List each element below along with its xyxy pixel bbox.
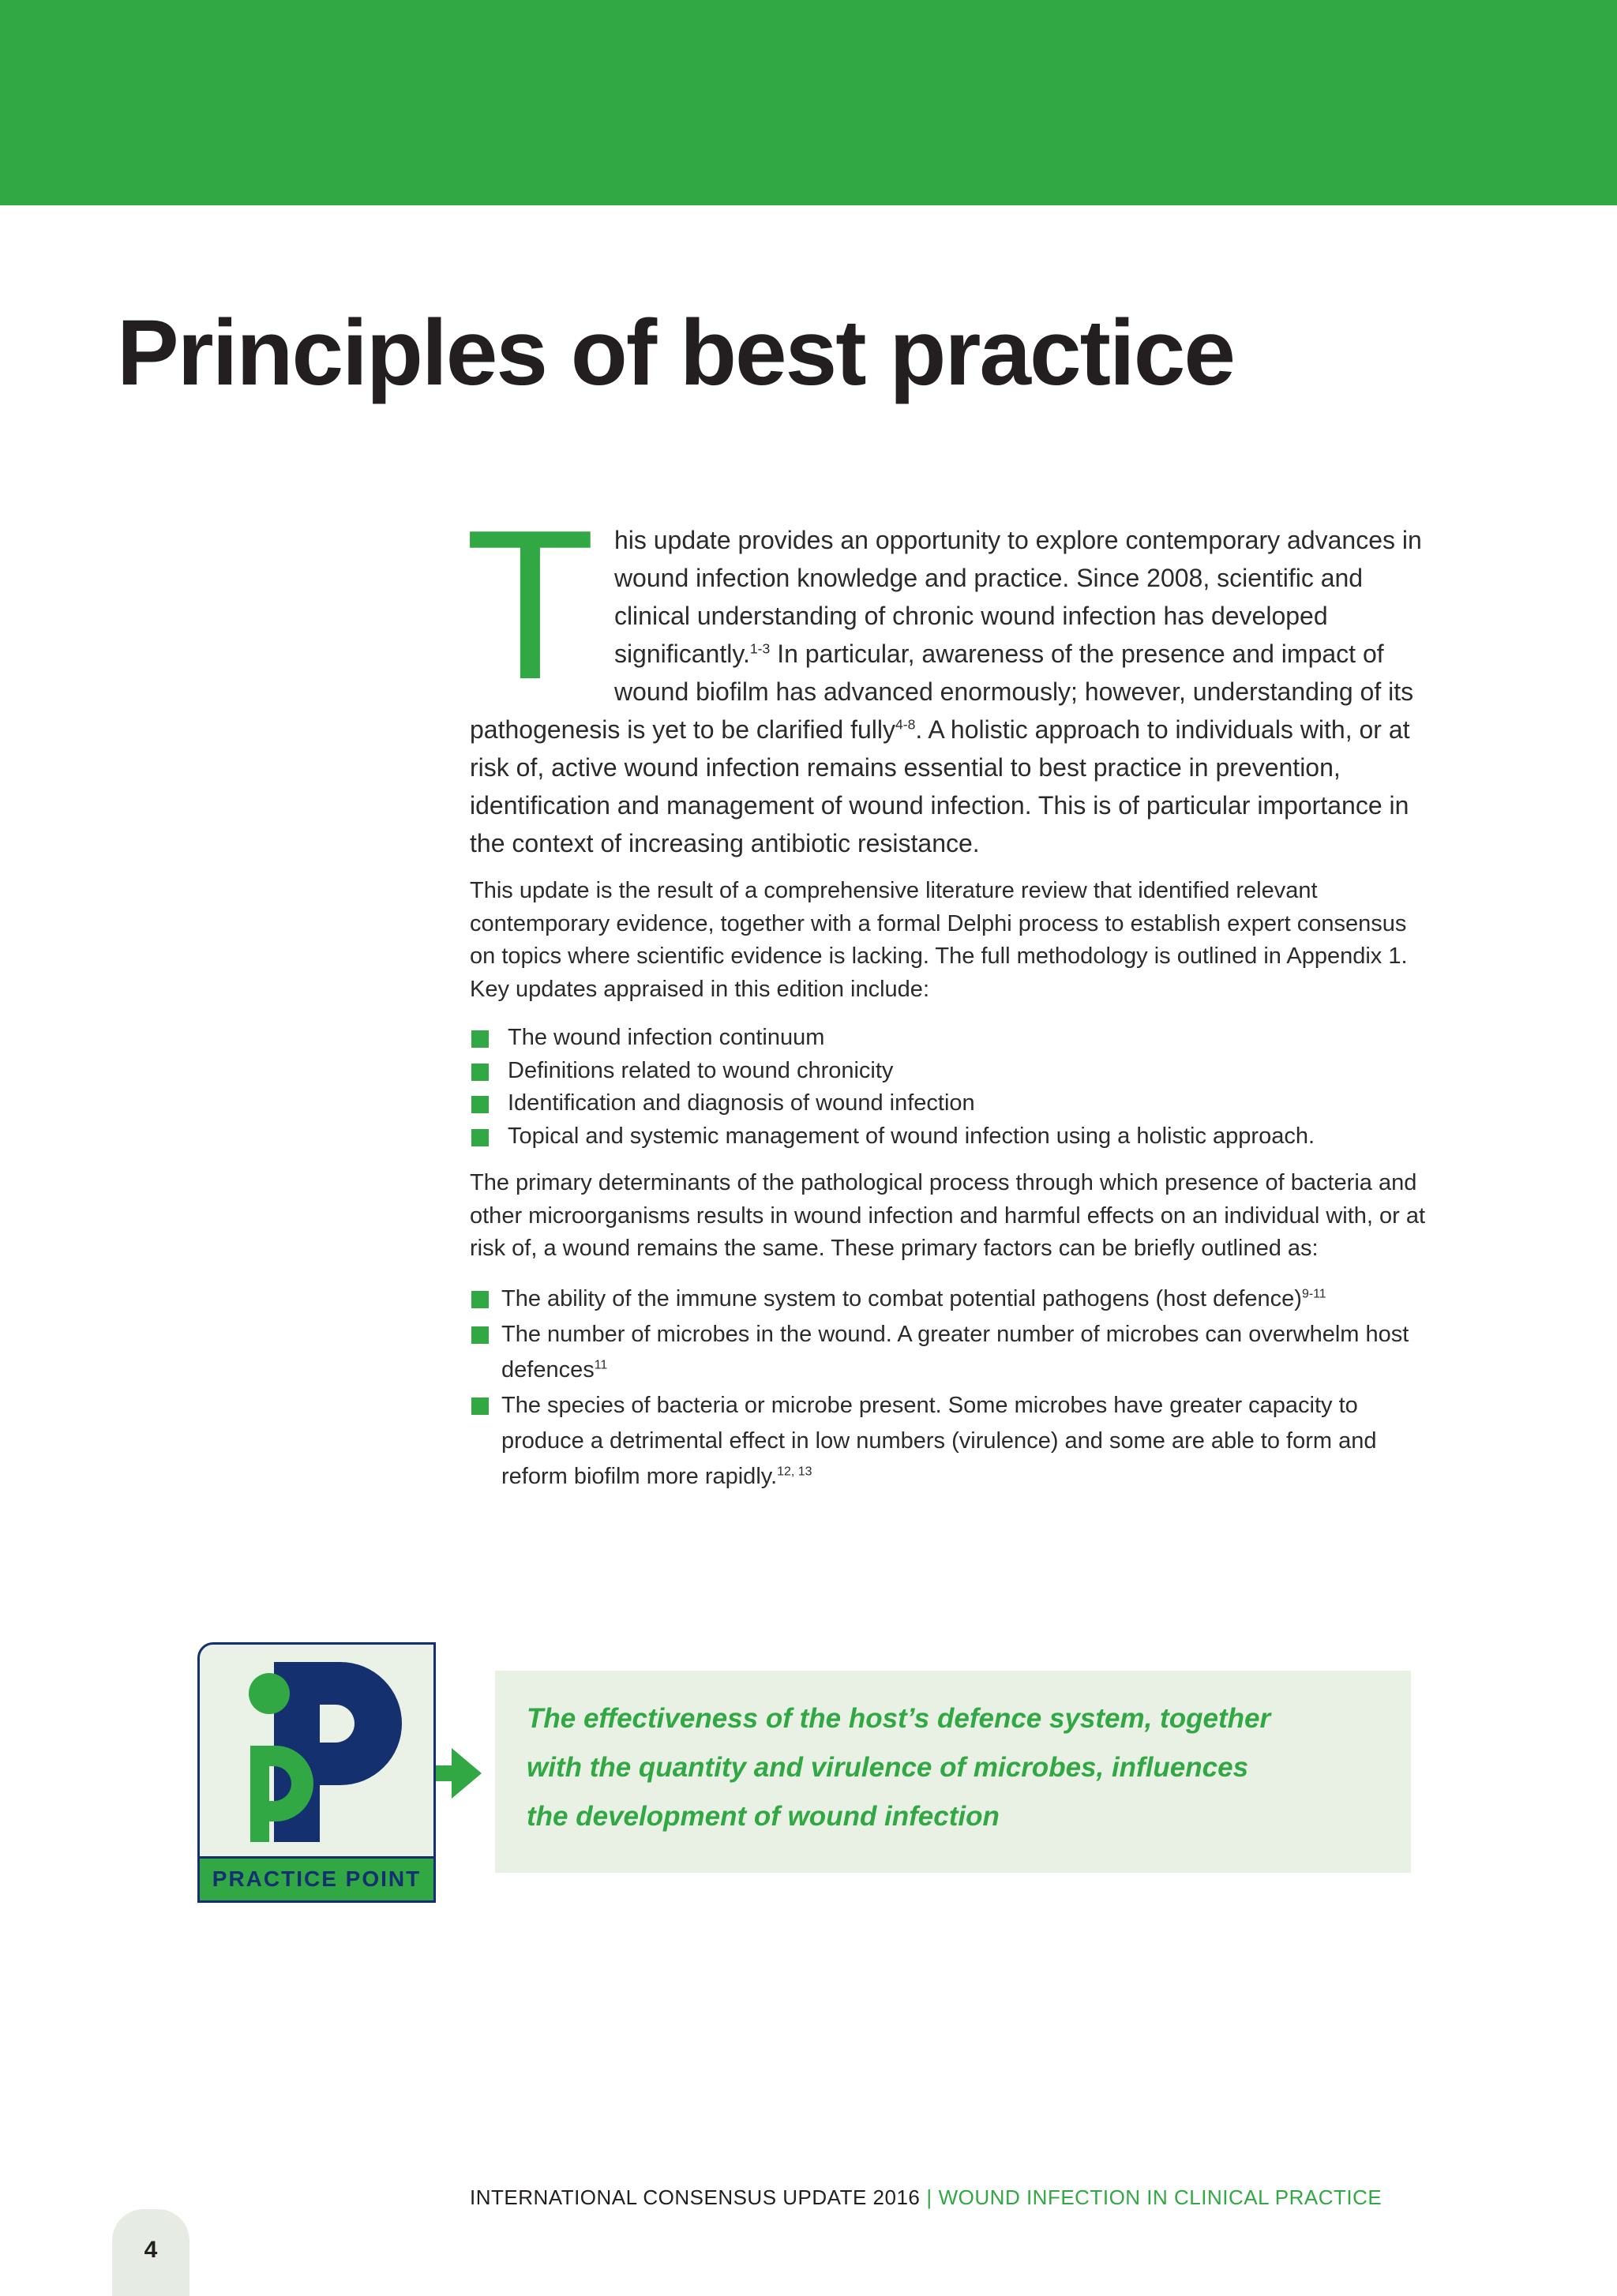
bullet-square-icon <box>471 1291 489 1308</box>
bullet-square-icon <box>471 1096 489 1113</box>
citation: 4-8 <box>895 716 916 733</box>
key-updates-list <box>470 1022 1429 1153</box>
practice-point-badge <box>197 1642 436 1903</box>
footer-separator: | <box>926 2185 932 2209</box>
bullet-square-icon <box>471 1064 489 1081</box>
header-band <box>0 0 1617 205</box>
footer-section: WOUND INFECTION IN CLINICAL PRACTICE <box>938 2185 1383 2209</box>
intro-text-1: his update provides an opportunity to explore contemporary advances in wound infection knowledge and practice. Since 2008, scientific and clinical understanding of chronic wound infection has developed significantly. <box>613 526 1422 668</box>
page-title: Principles of best practice <box>117 301 1234 405</box>
methodology-paragraph: This update is the result of a comprehensive literature review that identified relevant contemporary evidence, together with a formal Delphi process to establish expert consensus on topics where scientific evidence is lacking. The full methodology is outlined in Appendix 1. Key updates appraised in this edition include: <box>470 878 1408 1002</box>
determinants-paragraph: The primary determinants of the pathological process through which presence of bacteria and other microorganisms results in wound infection and harmful effects on an individual with, or at risk of, a wound remains the same. These primary factors can be briefly outlined as: <box>470 1170 1426 1261</box>
list-item: The wound infection continuum <box>470 1022 1429 1055</box>
bullet-square-icon <box>471 1397 489 1415</box>
intro-text-2: In particular, awareness of the presence and impact of wound biofilm has advanced enormously; however, understanding of its pathogenesis is yet to be clarified fully <box>470 640 1414 744</box>
list-item: Definitions related to wound chronicity <box>470 1055 1429 1088</box>
bullet-square-icon <box>471 1030 489 1048</box>
factors-list <box>470 1281 1429 1495</box>
main-column <box>465 486 1429 1495</box>
list-item: Identification and diagnosis of wound infection <box>470 1087 1429 1120</box>
practice-point-text: The effectiveness of the host’s defence system, together with the quantity and virulence of microbes, influences the development of wound infection <box>527 1703 1271 1832</box>
intro-text-3: . A holistic approach to individuals with, or at risk of, active wound infection remains essential to best practice in prevention, identification and management of wound infection. This is of particular importance in the context of increasing antibiotic resistance. <box>470 715 1410 857</box>
arrow-right-icon <box>436 1745 483 1802</box>
practice-point-label: PRACTICE POINT <box>200 1856 433 1900</box>
citation: 12, 13 <box>777 1464 812 1478</box>
list-item: The ability of the immune system to combat potential pathogens (host defence)$^{9-11}$ <box>470 1281 1429 1317</box>
dropcap: T <box>465 486 595 724</box>
practice-point-logo-icon <box>200 1645 433 1858</box>
intro-paragraph <box>465 486 1429 862</box>
bullet-square-icon <box>471 1326 489 1344</box>
list-item: The species of bacteria or microbe present. Some microbes have greater capacity to produce a detrimental effect in low numbers (virulence) and some are able to form and reform biofilm more rapidly.$^{12, 13}$ <box>470 1388 1429 1495</box>
footer <box>470 2185 1382 2210</box>
list-item: The number of microbes in the wound. A greater number of microbes can overwhelm host defences$^{11}$ <box>470 1317 1429 1388</box>
citation: 1-3 <box>749 640 771 657</box>
practice-point-callout <box>495 1671 1411 1873</box>
page-number: 4 <box>112 2209 189 2296</box>
citation: 11 <box>594 1357 608 1371</box>
footer-publication: INTERNATIONAL CONSENSUS UPDATE 2016 <box>470 2185 921 2209</box>
citation: 9-11 <box>1301 1286 1326 1300</box>
list-item: Topical and systemic management of wound infection using a holistic approach. <box>470 1120 1429 1154</box>
bullet-square-icon <box>471 1129 489 1146</box>
